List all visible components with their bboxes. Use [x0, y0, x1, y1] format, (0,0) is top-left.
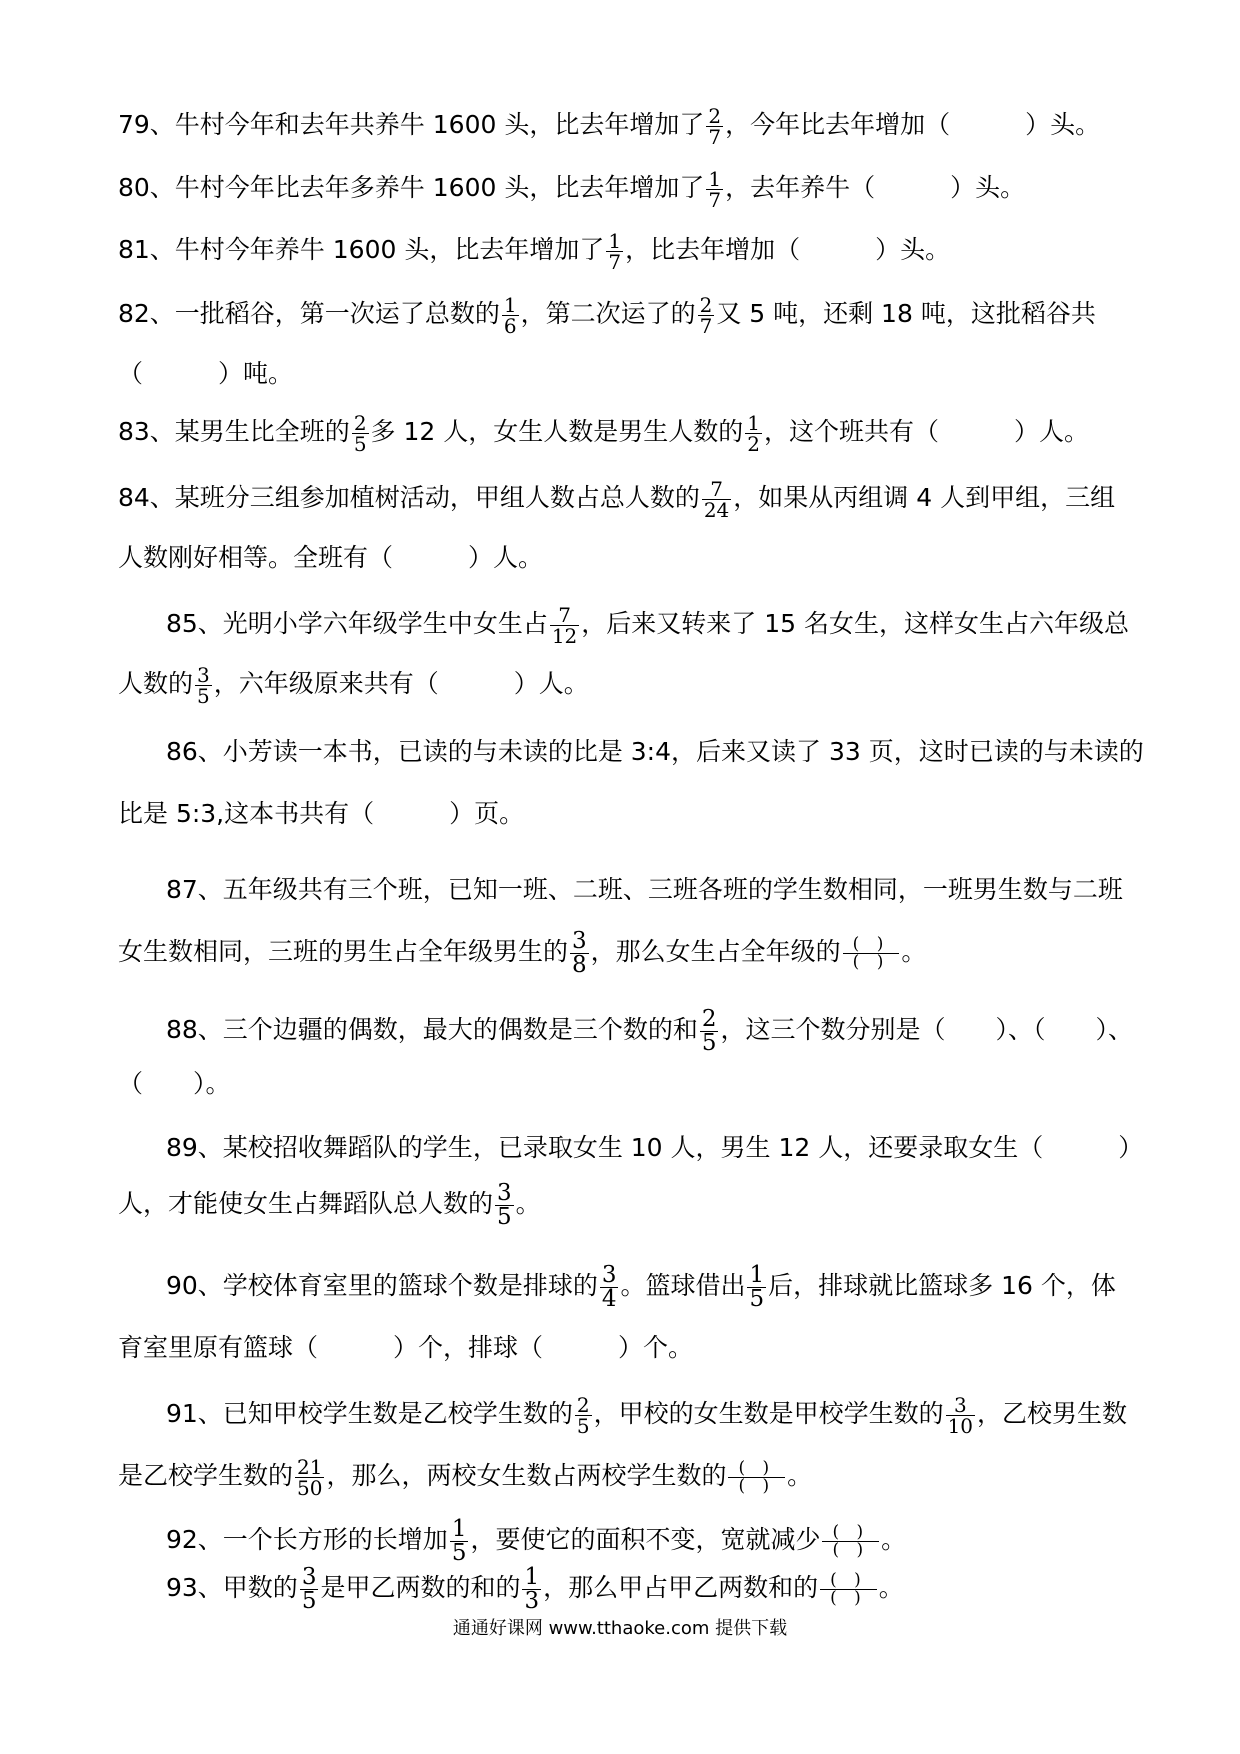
fraction-numerator: 3 — [301, 1563, 317, 1590]
fraction-denominator: 5 — [451, 1539, 467, 1566]
fraction — [706, 103, 723, 149]
fraction-denominator: 5 — [353, 431, 367, 456]
question-91-line-2 — [118, 1446, 1128, 1506]
fraction-numerator: 2 — [708, 103, 722, 128]
question-91 — [166, 1384, 1128, 1444]
fraction-numerator: 7 — [558, 602, 571, 627]
question-text: （ ）吨。 — [118, 359, 294, 388]
fraction-numerator: 1 — [749, 1261, 765, 1288]
fraction-numerator: 1 — [503, 292, 517, 317]
question-text: 87、五年级共有三个班，已知一班、二班、三班各班的学生数相同，一班男生数与二班 — [166, 875, 1123, 904]
question-87-line-2 — [118, 922, 1128, 982]
question-text: 又 5 吨，还剩 18 吨，这批稻谷共 — [716, 299, 1096, 328]
question-text: 。 — [901, 937, 927, 966]
question-88 — [166, 1000, 1133, 1060]
question-text: 92、一个长方形的长增加 — [166, 1525, 448, 1554]
fraction-numerator: 7 — [710, 476, 723, 501]
fraction — [706, 166, 723, 212]
fraction — [698, 292, 715, 338]
question-text: ，那么，两校女生数占两校学生数的 — [326, 1461, 727, 1490]
blank-numerator[interactable]: ( ) — [832, 1521, 870, 1542]
fraction — [946, 1392, 975, 1438]
question-86-line-2 — [118, 784, 1128, 844]
question-text: ，这个班共有（ ）人。 — [764, 417, 1090, 446]
fraction — [702, 476, 731, 522]
question-89 — [166, 1118, 1144, 1178]
answer-blank-fraction[interactable] — [728, 1457, 785, 1496]
question-text: ，那么甲占甲乙两数和的 — [543, 1573, 819, 1602]
question-90 — [166, 1256, 1128, 1316]
question-text: ，去年养牛（ ）头。 — [725, 173, 1026, 202]
question-text: 育室里原有篮球（ ）个，排球（ ）个。 — [118, 1333, 694, 1362]
answer-blank-fraction[interactable] — [843, 933, 900, 972]
question-85 — [166, 594, 1128, 654]
fraction — [700, 1005, 719, 1056]
fraction-denominator: 12 — [551, 623, 578, 648]
fraction — [600, 1261, 619, 1312]
fraction-denominator: 4 — [601, 1285, 617, 1312]
fraction-numerator: 1 — [524, 1563, 540, 1590]
question-text: 93、甲数的 — [166, 1573, 298, 1602]
question-85-line-2 — [118, 654, 1128, 714]
question-text: 比是 5:3,这本书共有（ ）页。 — [118, 799, 525, 828]
question-text: 83、某男生比全班的 — [118, 417, 350, 446]
question-text: ，如果从丙组调 4 人到甲组，三组 — [733, 483, 1116, 512]
question-90-line-2 — [118, 1318, 1128, 1378]
fraction-denominator: 3 — [524, 1587, 540, 1614]
question-79 — [118, 95, 1128, 155]
fraction-denominator: 7 — [608, 249, 622, 274]
fraction-denominator: 10 — [947, 1413, 974, 1438]
question-89-line-2 — [118, 1174, 1128, 1234]
question-88-line-2 — [118, 1054, 1128, 1114]
question-text: 。 — [515, 1189, 541, 1218]
question-text: 89、某校招收舞蹈队的学生，已录取女生 10 人，男生 12 人，还要录取女生（ ） — [166, 1133, 1144, 1162]
blank-denominator[interactable]: ( ) — [822, 1541, 879, 1559]
question-text: 86、小芳读一本书，已读的与未读的比是 3:4，后来又读了 33 页，这时已读的与未读的 — [166, 737, 1144, 766]
fraction-denominator: 50 — [297, 1475, 323, 1500]
fraction-numerator: 3 — [953, 1392, 967, 1417]
question-text: 女生数相同，三班的男生占全年级男生的 — [118, 937, 569, 966]
question-text: 。 — [881, 1525, 907, 1554]
blank-numerator[interactable]: ( ) — [738, 1457, 776, 1478]
question-83 — [118, 402, 1128, 462]
fraction-denominator: 7 — [708, 187, 722, 212]
question-text: ，后来又转来了 15 名女生，这样女生占六年级总 — [581, 609, 1129, 638]
question-81 — [118, 220, 1128, 280]
blank-denominator[interactable]: ( ) — [843, 953, 900, 971]
question-text: 90、学校体育室里的篮球个数是排球的 — [166, 1271, 598, 1300]
question-text: 是乙校学生数的 — [118, 1461, 294, 1490]
fraction — [745, 410, 762, 456]
question-text: 人，才能使女生占舞蹈队总人数的 — [118, 1189, 494, 1218]
fraction — [352, 410, 369, 456]
fraction-numerator: 1 — [708, 166, 722, 191]
question-text: 82、一批稻谷，第一次运了总数的 — [118, 299, 500, 328]
question-84 — [118, 468, 1128, 528]
fraction-numerator: 3 — [197, 662, 210, 687]
question-text: 91、已知甲校学生数是乙校学生数的 — [166, 1399, 573, 1428]
fraction-denominator: 5 — [749, 1285, 765, 1312]
fraction — [575, 1392, 592, 1438]
fraction — [502, 292, 519, 338]
question-text: ，六年级原来共有（ ）人。 — [213, 669, 589, 698]
question-text: 多 12 人，女生人数是男生人数的 — [370, 417, 744, 446]
question-text: ，第二次运了的 — [520, 299, 696, 328]
question-text: ，这三个数分别是（ ）、（ ）、 — [720, 1015, 1133, 1044]
answer-blank-fraction[interactable] — [822, 1521, 879, 1560]
fraction-denominator: 5 — [301, 1587, 317, 1614]
question-text: 81、牛村今年养牛 1600 头，比去年增加了 — [118, 235, 605, 264]
fraction-denominator: 7 — [699, 313, 713, 338]
fraction-denominator: 7 — [708, 124, 722, 149]
question-text: （ ）。 — [118, 1069, 231, 1098]
fraction-numerator: 2 — [576, 1392, 590, 1417]
question-82 — [118, 284, 1128, 344]
fraction — [295, 1454, 324, 1500]
question-text: 。 — [787, 1461, 813, 1490]
fraction — [570, 927, 589, 978]
question-text: ，要使它的面积不变，宽就减少 — [470, 1525, 821, 1554]
blank-denominator[interactable]: ( ) — [728, 1477, 785, 1495]
fraction-numerator: 21 — [297, 1454, 323, 1479]
question-text: 88、三个边疆的偶数，最大的偶数是三个数的和 — [166, 1015, 698, 1044]
question-text: 84、某班分三组参加植树活动，甲组人数占总人数的 — [118, 483, 700, 512]
fraction-numerator: 2 — [699, 292, 713, 317]
page-footer: 通通好课网 www.tthaoke.com 提供下载 — [452, 1618, 788, 1639]
question-text: 。 — [878, 1573, 904, 1602]
fraction-numerator: 2 — [353, 410, 367, 435]
question-text: 人数的 — [118, 669, 194, 698]
blank-numerator[interactable]: ( ) — [852, 933, 890, 954]
fraction-numerator: 1 — [608, 228, 622, 253]
question-text: ，乙校男生数 — [977, 1399, 1128, 1428]
fraction-numerator: 1 — [451, 1515, 467, 1542]
fraction-denominator: 5 — [576, 1413, 590, 1438]
question-text: ，甲校的女生数是甲校学生数的 — [593, 1399, 944, 1428]
question-87 — [166, 860, 1128, 920]
question-text: ，今年比去年增加（ ）头。 — [725, 110, 1101, 139]
question-text: 是甲乙两数的和的 — [320, 1573, 521, 1602]
question-text: ，那么女生占全年级的 — [590, 937, 841, 966]
fraction — [747, 1261, 766, 1312]
question-86 — [166, 722, 1144, 782]
question-93 — [166, 1558, 1128, 1618]
fraction-denominator: 5 — [197, 683, 210, 708]
fraction — [550, 602, 579, 648]
answer-blank-fraction[interactable] — [820, 1569, 877, 1608]
question-84-line-2 — [118, 528, 1128, 588]
fraction-denominator: 2 — [747, 431, 760, 456]
fraction — [495, 1179, 514, 1230]
fraction-denominator: 8 — [572, 951, 587, 978]
question-82-line-2 — [118, 344, 1128, 404]
question-text: 后，排球就比篮球多 16 个，体 — [768, 1271, 1116, 1300]
fraction-numerator: 2 — [701, 1005, 717, 1032]
fraction — [522, 1563, 541, 1614]
question-text: 人数刚好相等。全班有（ ）人。 — [118, 543, 544, 572]
fraction-denominator: 6 — [503, 313, 517, 338]
fraction — [606, 228, 623, 274]
fraction-denominator: 24 — [703, 497, 730, 522]
question-text: 80、牛村今年比去年多养牛 1600 头，比去年增加了 — [118, 173, 705, 202]
fraction-denominator: 5 — [497, 1203, 512, 1230]
question-80 — [118, 158, 1128, 218]
fraction-denominator: 5 — [701, 1029, 717, 1056]
fraction-numerator: 3 — [601, 1261, 617, 1288]
question-text: 79、牛村今年和去年共养牛 1600 头，比去年增加了 — [118, 110, 705, 139]
blank-numerator[interactable]: ( ) — [830, 1569, 867, 1590]
blank-denominator[interactable]: ( ) — [820, 1589, 877, 1607]
fraction — [300, 1563, 319, 1614]
question-text: 。篮球借出 — [620, 1271, 746, 1300]
fraction-numerator: 1 — [747, 410, 760, 435]
fraction — [195, 662, 212, 708]
question-text: ，比去年增加（ ）头。 — [625, 235, 951, 264]
question-text: 85、光明小学六年级学生中女生占 — [166, 609, 548, 638]
fraction-numerator: 3 — [572, 927, 587, 954]
fraction-numerator: 3 — [497, 1179, 512, 1206]
